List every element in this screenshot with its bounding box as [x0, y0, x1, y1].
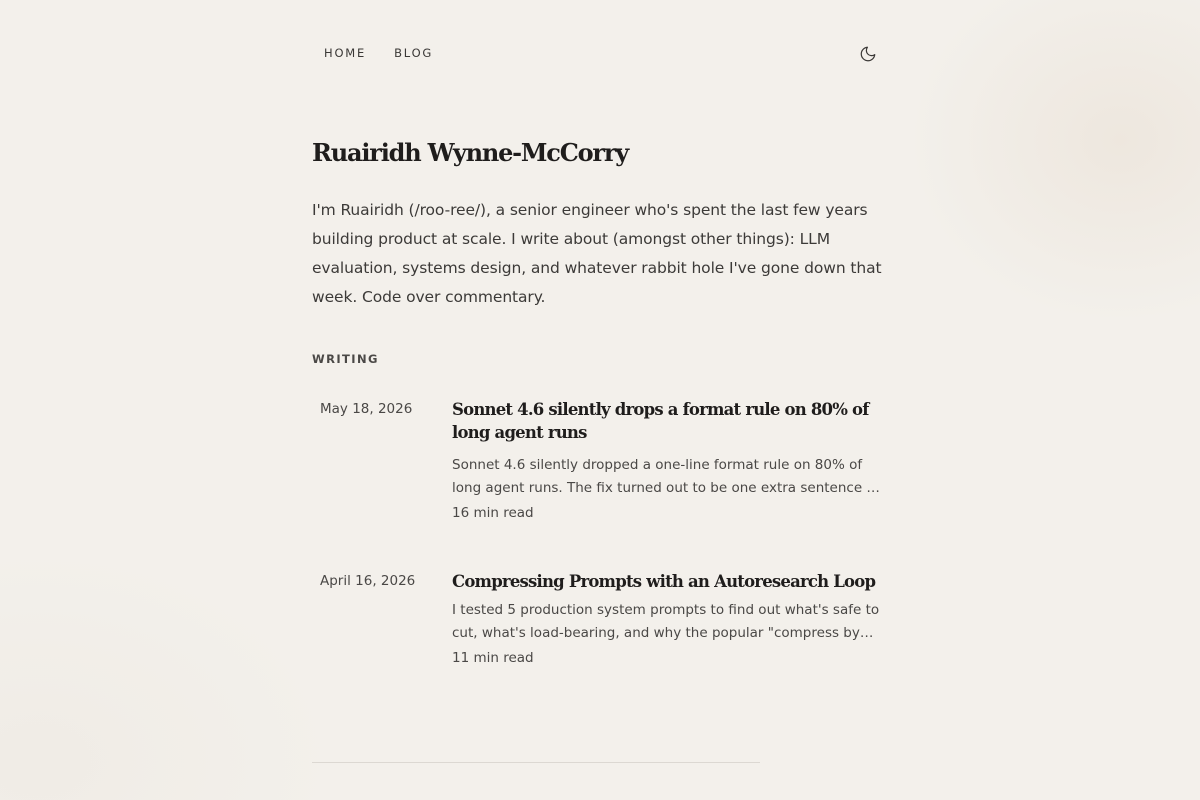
nav-home-link[interactable]: HOME [324, 46, 367, 60]
theme-toggle-button[interactable] [857, 43, 879, 65]
post-body [452, 398, 880, 521]
post-read-time: 16 min read [452, 505, 534, 521]
post-title-link[interactable]: Sonnet 4.6 silently drops a format rule on 80% of long agent runs [452, 400, 869, 442]
post-body [452, 570, 880, 666]
writing-section-label: WRITING [312, 352, 379, 366]
top-nav [324, 46, 433, 60]
post-read-time: 11 min read [452, 650, 534, 666]
post-date: April 16, 2026 [320, 573, 416, 589]
nav-blog-link[interactable]: BLOG [394, 46, 434, 60]
moon-icon [859, 45, 877, 63]
post-date: May 18, 2026 [320, 401, 413, 417]
post-excerpt: Sonnet 4.6 silently dropped a one-line format rule on 80% of long agent runs. The fix turned out to be one extra sentence in [452, 457, 879, 496]
site-title: Ruairidh Wynne-McCorry [312, 138, 629, 167]
footer-divider [312, 762, 760, 763]
bio-paragraph: I'm Ruairidh (/roo-ree/), a senior engineer who's spent the last few years building product at scale. I write about (amongst other things): LLM evaluation, systems design, and whatever rabbit hole I've gone down that week. Code over commentary. [312, 201, 882, 306]
post-excerpt: I tested 5 production system prompts to find out what's safe to cut, what's load-bearing, and why the popular "compress by [452, 602, 880, 641]
post-title-link[interactable]: Compressing Prompts with an Autoresearch Loop [452, 572, 876, 591]
